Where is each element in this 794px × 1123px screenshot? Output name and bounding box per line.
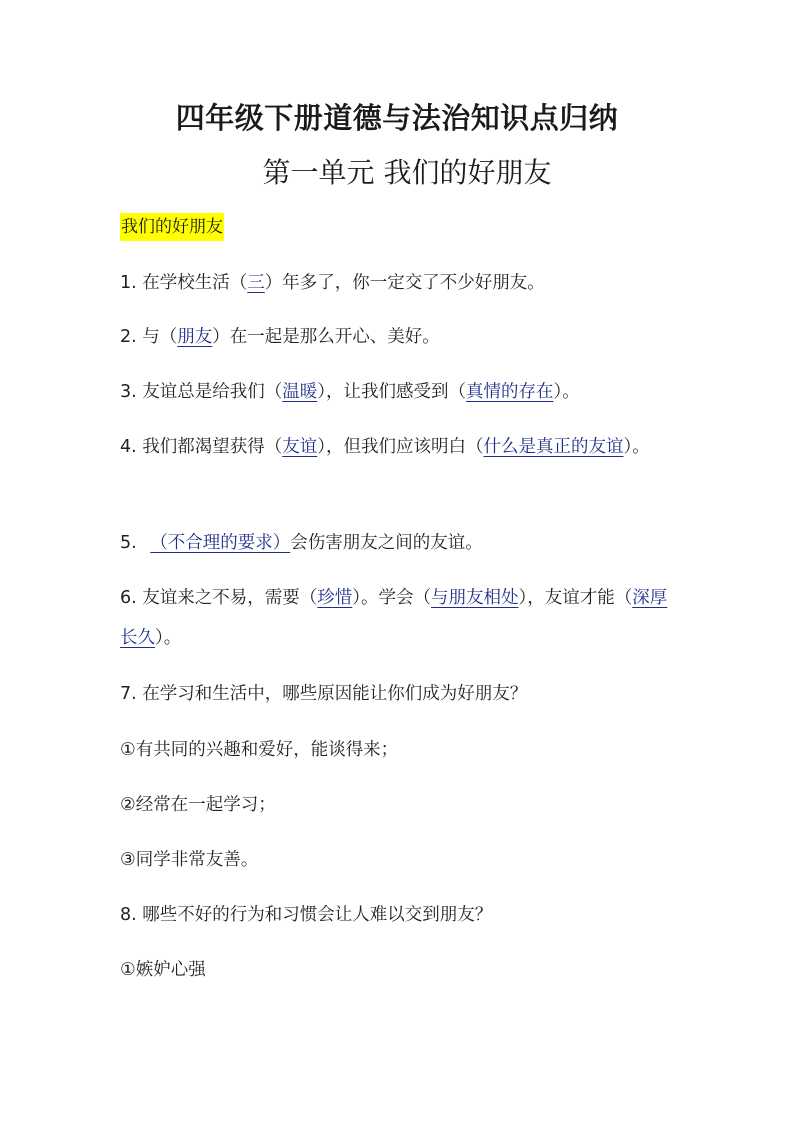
answer-6a: 珍惜: [317, 588, 353, 608]
question-3-text-end: ）。: [553, 382, 580, 402]
answer-5: （不合理的要求）: [150, 533, 291, 553]
question-4-text-end: ）。: [623, 437, 650, 457]
question-1-text-end: ）年多了，你一定交了不少好朋友。: [264, 273, 545, 293]
question-7: 7. 在学习和生活中，哪些原因能让你们成为好朋友？: [120, 684, 528, 704]
question-5-text-end: 会伤害朋友之间的友谊。: [290, 533, 483, 553]
question-4-text-mid: ），但我们应该明白（: [317, 437, 484, 457]
answer-7-item-1: ①有共同的兴趣和爱好，能谈得来；: [120, 740, 399, 760]
answer-3b: 真情的存在: [466, 382, 554, 402]
question-2-text-end: ）在一起是那么开心、美好。: [212, 327, 440, 347]
answer-1: 三: [247, 273, 265, 293]
answer-4b: 什么是真正的友谊: [483, 437, 624, 457]
question-5-text: 5.: [120, 533, 143, 553]
answer-4a: 友谊: [282, 437, 318, 457]
document-title: 四年级下册道德与法治知识点归纳: [175, 101, 619, 135]
question-6-text: 6. 友谊来之不易，需要（: [120, 588, 318, 608]
question-2-text: 2. 与（: [120, 327, 178, 347]
section-heading: 我们的好朋友: [120, 213, 224, 241]
question-6-text-mid2: ），友谊才能（: [518, 588, 633, 608]
question-3-text-mid: ），让我们感受到（: [317, 382, 467, 402]
unit-title: 第一单元 我们的好朋友: [262, 156, 552, 189]
question-1-text: 1. 在学校生活（: [120, 273, 248, 293]
question-6-text-mid1: ）。学会（: [352, 588, 432, 608]
answer-3a: 温暖: [282, 382, 318, 402]
question-2: [120, 317, 680, 357]
answer-6b: 与朋友相处: [431, 588, 519, 608]
question-3: [120, 372, 680, 412]
question-5: [120, 523, 680, 563]
question-4: [120, 427, 680, 467]
answer-7-item-3: ③同学非常友善。: [120, 850, 259, 870]
question-6-text-end: ）。: [155, 628, 182, 648]
question-1: [120, 263, 680, 303]
question-8: 8. 哪些不好的行为和习惯会让人难以交到朋友？: [120, 905, 493, 925]
answer-2: 朋友: [177, 327, 213, 347]
question-3-text: 3. 友谊总是给我们（: [120, 382, 283, 402]
answer-6c: 深厚长久: [120, 588, 668, 648]
question-4-text: 4. 我们都渴望获得（: [120, 437, 283, 457]
question-6: [120, 578, 680, 658]
answer-7-item-2: ②经常在一起学习；: [120, 795, 276, 815]
answer-8-item-1: ①嫉妒心强: [120, 960, 206, 980]
